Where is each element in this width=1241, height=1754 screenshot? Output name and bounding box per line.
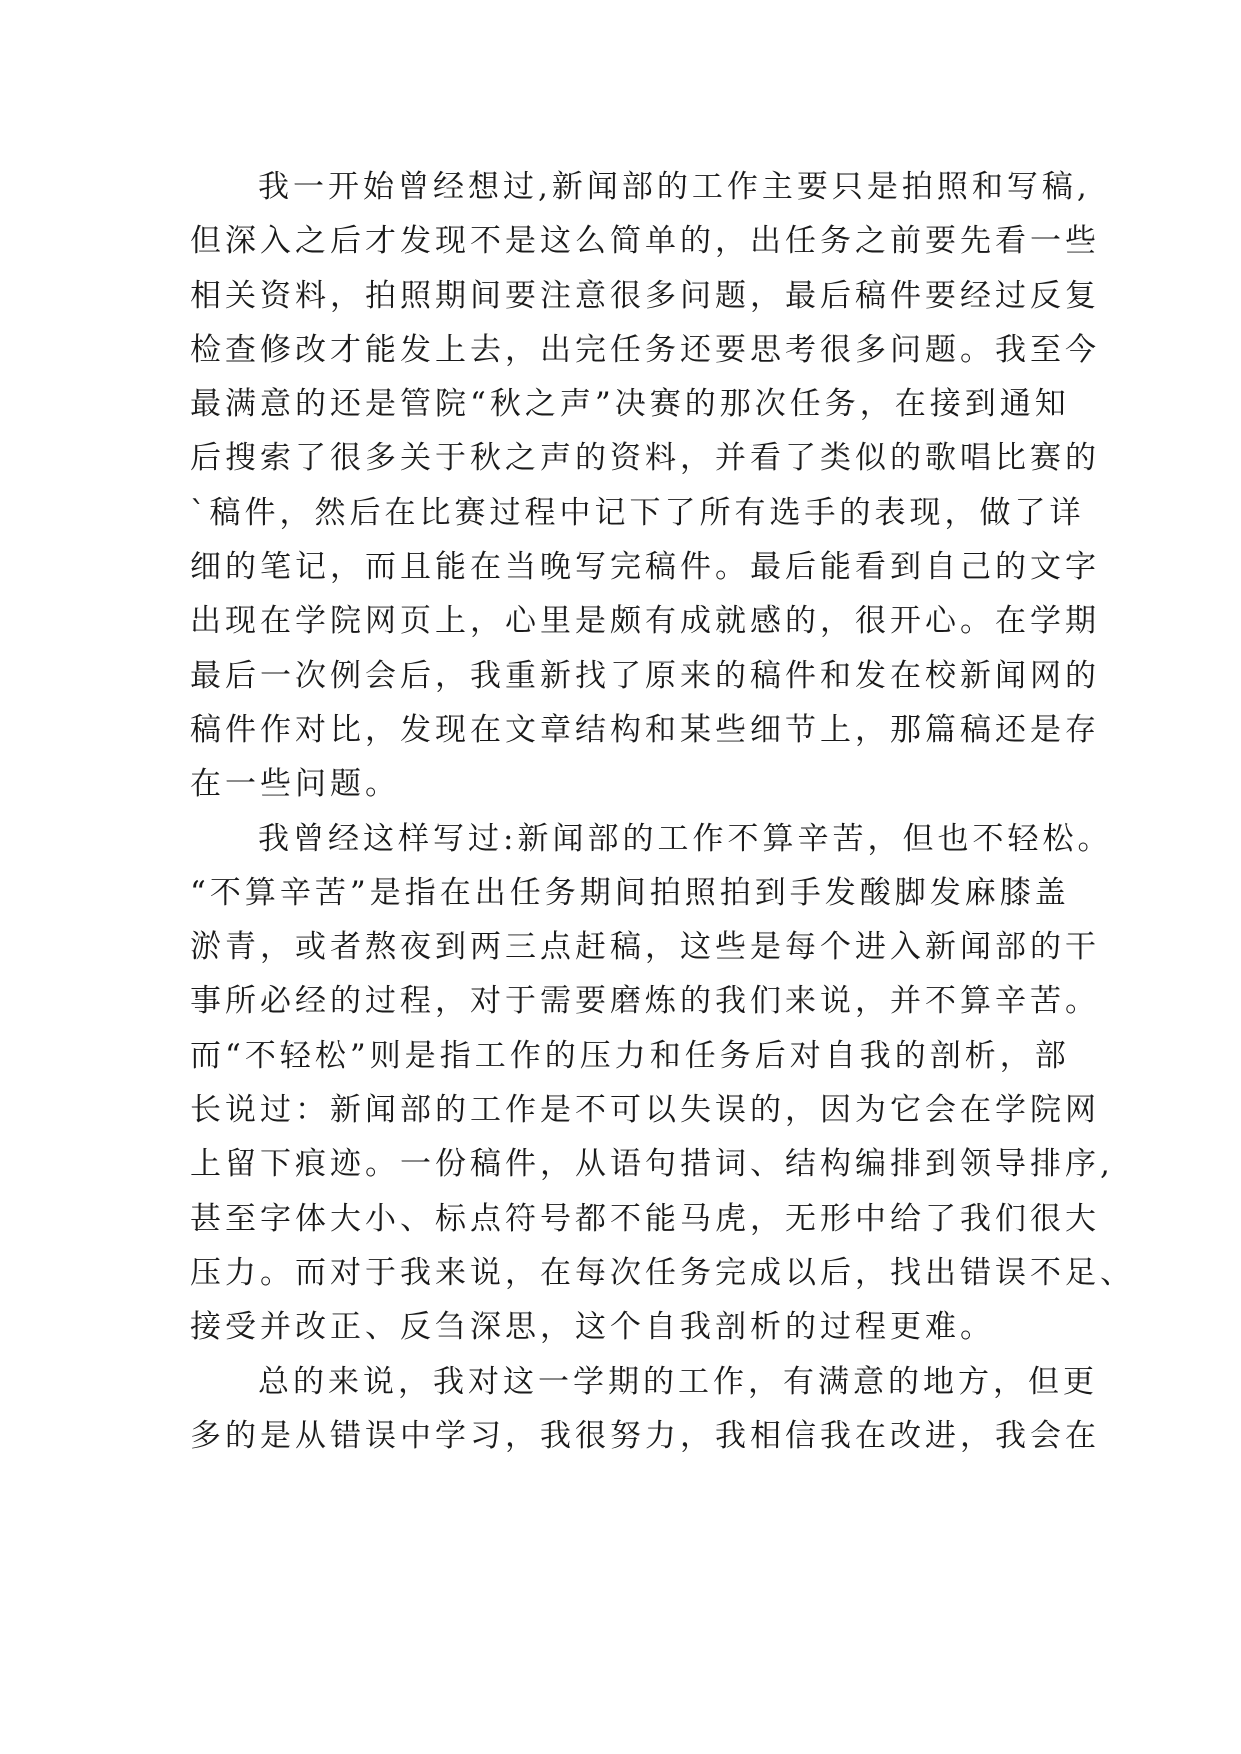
text-line: 最后一次例会后，我重新找了原来的稿件和发在校新闻网的	[190, 657, 1100, 694]
text-line: 接受并改正、反刍深思，这个自我剖析的过程更难。	[190, 1309, 995, 1346]
text-line: 长说过：新闻部的工作是不可以失误的，因为它会在学院网	[190, 1092, 1100, 1129]
text-line: 出现在学院网页上，心里是颇有成就感的，很开心。在学期	[190, 603, 1100, 640]
text-line: 稿件作对比，发现在文章结构和某些细节上，那篇稿还是存	[190, 711, 1100, 748]
text-line: 事所必经的过程，对于需要磨炼的我们来说，并不算辛苦。	[190, 983, 1100, 1020]
text-line: 上留下痕迹。一份稿件，从语句措词、结构编排到领导排序,	[190, 1146, 1114, 1183]
text-line: 在一些问题。	[190, 766, 400, 803]
text-line: 淤青，或者熬夜到两三点赶稿，这些是每个进入新闻部的干	[190, 929, 1100, 966]
body-text	[190, 160, 1135, 1463]
text-line: 压力。而对于我来说，在每次任务完成以后，找出错误不足、	[190, 1254, 1135, 1291]
text-line: `稿件，然后在比赛过程中记下了所有选手的表现，做了详	[190, 494, 1085, 531]
text-line: 相关资料，拍照期间要注意很多问题，最后稿件要经过反复	[190, 277, 1100, 314]
text-line: 而“不轻松”则是指工作的压力和任务后对自我的剖析，部	[190, 1037, 1070, 1074]
text-line: 最满意的还是管院“秋之声”决赛的那次任务，在接到通知	[190, 386, 1070, 423]
text-line-paragraph-1-start: 我一开始曾经想过,新闻部的工作主要只是拍照和写稿,	[258, 169, 1091, 205]
text-line: 但深入之后才发现不是这么简单的，出任务之前要先看一些	[190, 223, 1100, 260]
text-line: “不算辛苦”是指在出任务期间拍照拍到手发酸脚发麻膝盖	[190, 874, 1070, 911]
text-line: 多的是从错误中学习，我很努力，我相信我在改进，我会在	[190, 1417, 1100, 1454]
text-line: 甚至字体大小、标点符号都不能马虎，无形中给了我们很大	[190, 1200, 1100, 1237]
text-line-paragraph-2-start: 我曾经这样写过:新闻部的工作不算辛苦，但也不轻松。	[258, 820, 1113, 857]
text-line-paragraph-3-start: 总的来说，我对这一学期的工作，有满意的地方，但更	[258, 1363, 1098, 1400]
text-line: 细的笔记，而且能在当晚写完稿件。最后能看到自己的文字	[190, 549, 1100, 586]
text-line: 检查修改才能发上去，出完任务还要思考很多问题。我至今	[190, 331, 1100, 368]
text-line: 后搜索了很多关于秋之声的资料，并看了类似的歌唱比赛的	[190, 440, 1100, 477]
